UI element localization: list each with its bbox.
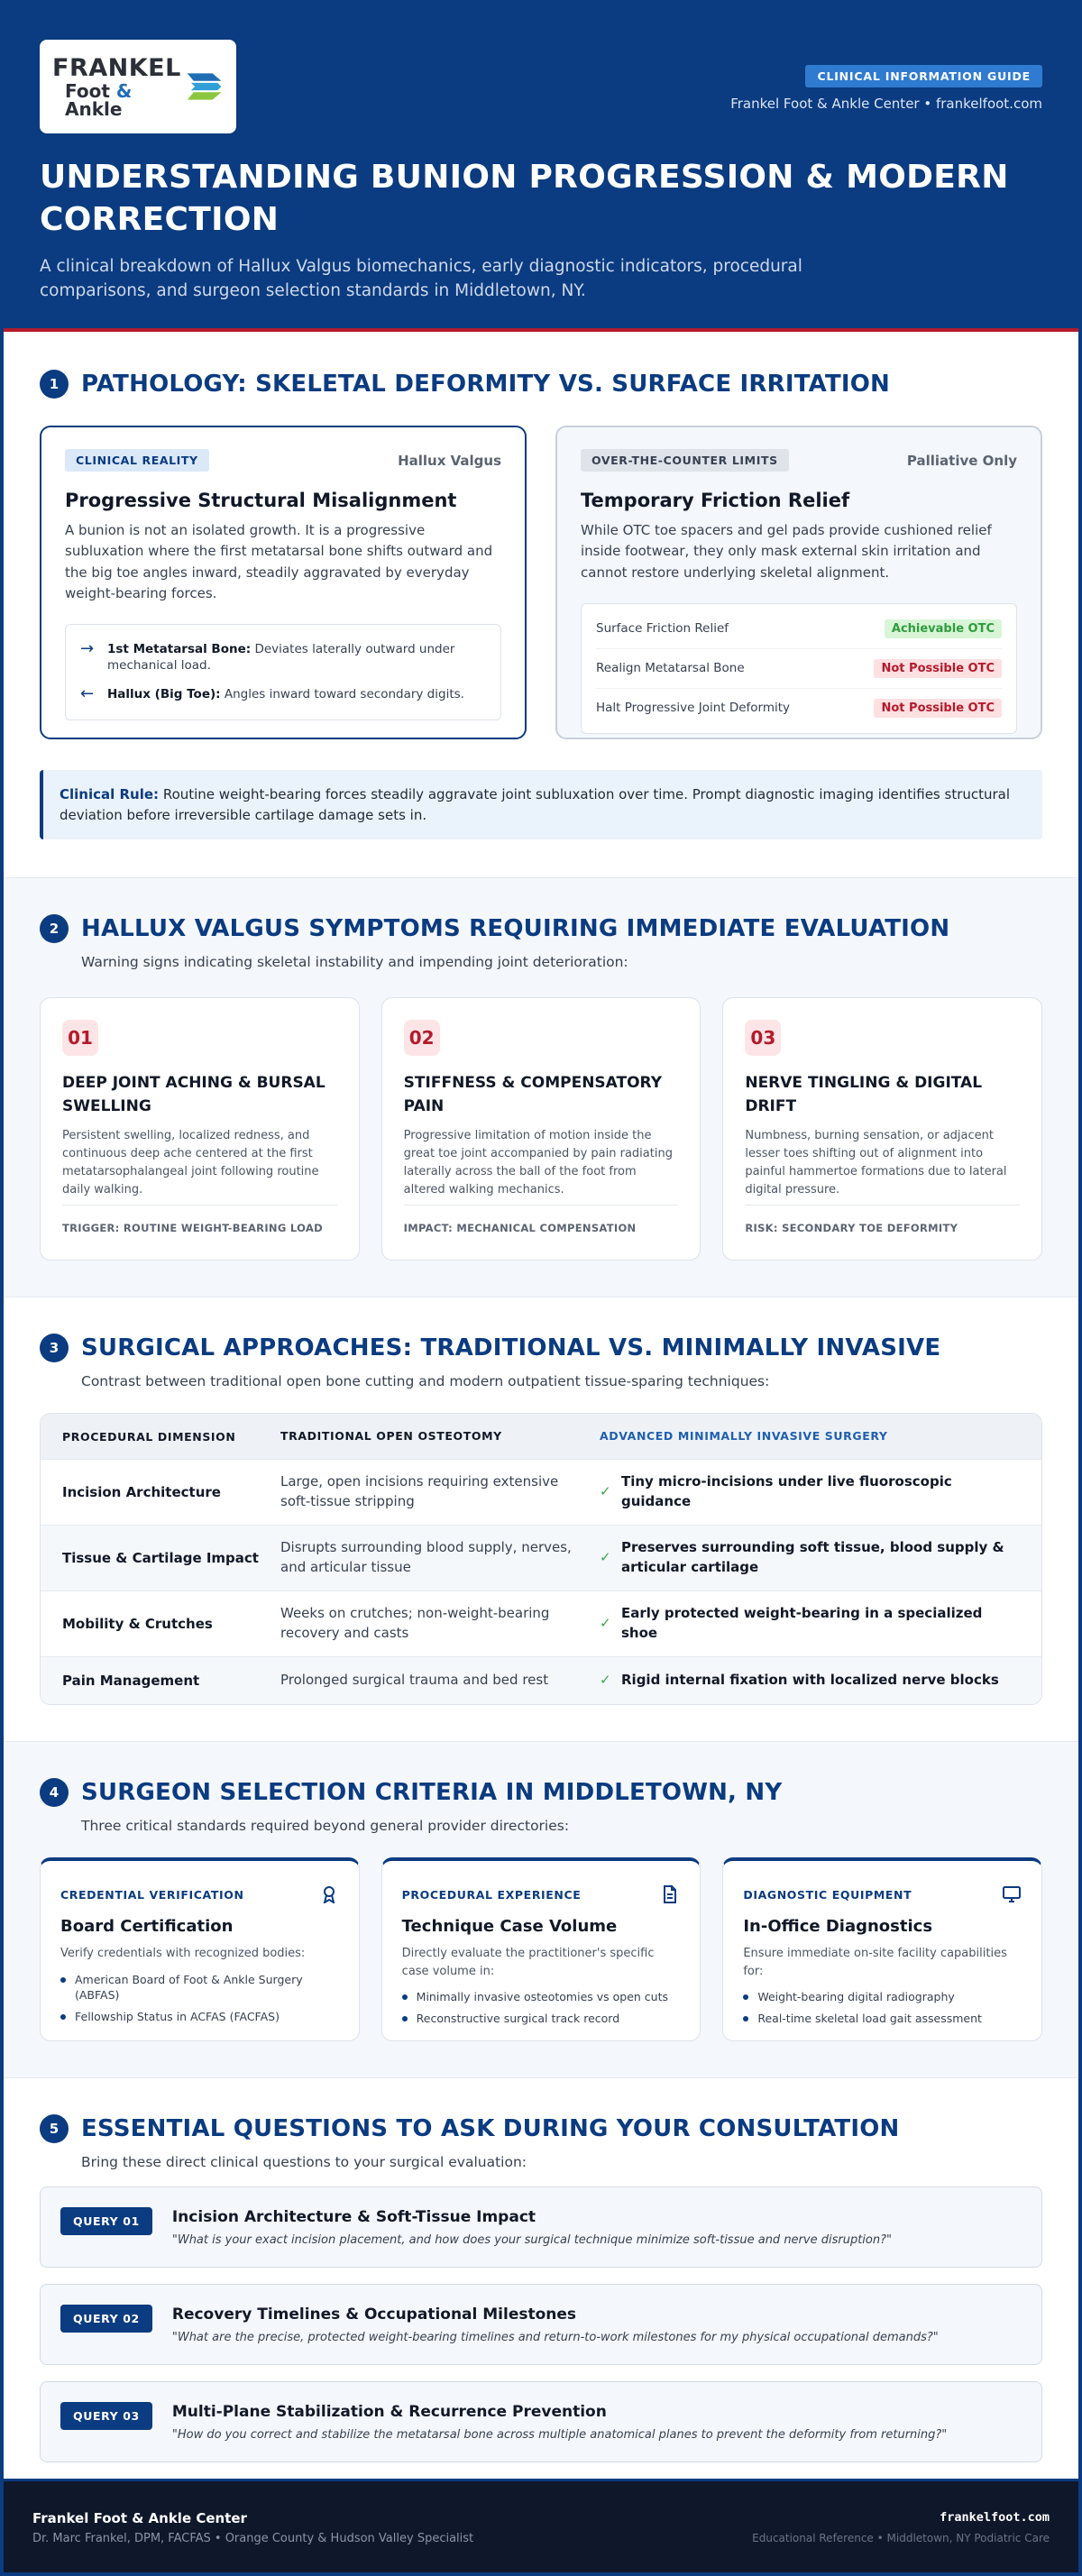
section-title: SURGEON SELECTION CRITERIA IN MIDDLETOWN, NY [81,1779,783,1806]
card-title: Temporary Friction Relief [581,490,850,511]
criteria-card [381,1857,701,2041]
section-symptoms [4,878,1078,1297]
logo-wordmark: FRANKEL [52,53,181,82]
column-header: ADVANCED MINIMALLY INVASIVE SURGERY [600,1428,888,1443]
symptom-card [40,997,360,1260]
clinical-reality-card [40,426,527,739]
criteria-card [722,1857,1042,2041]
criteria-tag: PROCEDURAL EXPERIENCE [401,1887,582,1902]
otc-status-box [581,603,1017,734]
hero-site-line: Frankel Foot & Ankle Center • frankelfoot.com [730,96,1042,112]
table-row: Mobility & Crutches Weeks on crutches; non-weight-bearing recovery and casts ✓ Early protected weight-bearing in a specialized shoe [41,1591,1041,1656]
logo-tagline: Foot & Ankle [65,79,133,120]
clinical-reality-tag: CLINICAL REALITY [65,449,209,472]
monitor-icon [1002,1884,1022,1904]
list-item: Weight-bearing digital radiography [743,1989,1022,2005]
card-meta: Hallux Valgus [398,452,501,469]
check-icon: ✓ [600,1672,611,1689]
check-icon: ✓ [600,1483,611,1500]
footer-reference: Educational Reference • Middletown, NY Podiatric Care [752,2532,1050,2544]
criteria-list [743,1989,1022,2026]
document-icon [660,1884,680,1904]
criteria-body: Directly evaluate the practitioner's specific case volume in: [401,1947,655,1978]
criteria-title: In-Office Diagnostics [743,1917,933,1936]
query-quote: "What is your exact incision placement, and how does your surgical technique minimize soft-tissue and nerve disruption?" [171,2233,892,2247]
query-card [40,2186,1042,2268]
rule-text: Routine weight-bearing forces steadily aggravate joint subluxation over time. Prompt diagnostic imaging identifies structural deviation before irreversible cartilage damage sets in. [60,786,1011,823]
query-card [40,2284,1042,2365]
symptom-body: Progressive limitation of motion inside the great toe joint accompanied by pain radiating laterally across the ball of the foot from altered walking mechanics. [403,1129,673,1197]
section-title: SURGICAL APPROACHES: TRADITIONAL VS. MINIMALLY INVASIVE [81,1334,941,1361]
symptom-number: 01 [62,1020,98,1056]
query-tag: QUERY 01 [60,2207,152,2235]
criteria-list [60,1972,339,2025]
criteria-list [402,1989,681,2026]
logo[interactable] [40,40,236,133]
query-tag: QUERY 02 [60,2305,152,2333]
criteria-card [40,1857,360,2041]
page-title: UNDERSTANDING BUNION PROGRESSION & MODERN CORRECTION [40,159,1009,238]
check-icon: ✓ [600,1615,611,1632]
status-badge: Not Possible OTC [874,659,1002,678]
arrow-right-icon: → [80,639,95,658]
query-tag: QUERY 03 [60,2402,152,2430]
otc-limits-card [555,426,1042,739]
symptom-number: 02 [404,1020,440,1056]
section-consultation-questions [4,2078,1078,2498]
check-icon: ✓ [600,1549,611,1566]
footer [4,2479,1078,2572]
award-icon [319,1884,339,1904]
arrow-left-icon: ← [80,684,95,704]
query-quote: "What are the precise, protected weight-bearing timelines and return-to-work milestones for my physical occupational demands?" [171,2331,939,2344]
section-number: 4 [40,1778,69,1807]
section-title: ESSENTIAL QUESTIONS TO ASK DURING YOUR CONSULTATION [81,2115,900,2142]
footer-practice-name: Frankel Foot & Ankle Center [32,2510,247,2526]
column-header: TRADITIONAL OPEN OSTEOTOMY [280,1428,502,1443]
query-title: Recovery Timelines & Occupational Milestones [171,2306,577,2324]
card-body: While OTC toe spacers and gel pads provide cushioned relief inside footwear, they only mask external skin irritation and cannot restore underlying skeletal alignment. [581,522,992,581]
anatomy-row: ← Hallux (Big Toe): Angles inward toward secondary digits. [80,684,464,704]
symptom-body: Persistent swelling, localized redness, and continuous deep ache centered at the first metatarsophalangeal joint following routine daily walking. [62,1129,319,1197]
footer-website-link[interactable]: frankelfoot.com [940,2510,1050,2525]
status-badge: Achievable OTC [885,619,1002,638]
symptom-footer: RISK: SECONDARY TOE DEFORMITY [745,1205,1020,1234]
section-subtitle: Three critical standards required beyond general provider directories: [81,1818,570,1834]
list-item: Real-time skeletal load gait assessment [743,2011,1022,2027]
card-title: Progressive Structural Misalignment [65,490,457,511]
list-item: Fellowship Status in ACFAS (FACFAS) [60,2009,339,2025]
logo-mark-icon [185,64,224,109]
card-body: A bunion is not an isolated growth. It is a progressive subluxation where the first metatarsal bone shifts outward and the big toe angles inward, steadily aggravated by everyday weight-bearing forces. [65,522,493,601]
otc-row: Surface Friction Relief Achievable OTC [596,610,1002,649]
criteria-title: Board Certification [60,1917,234,1936]
anatomy-box [65,624,501,720]
hero-header [4,0,1078,332]
anatomy-row: → 1st Metatarsal Bone: Deviates laterally outward under mechanical load. [80,639,455,674]
otc-row: Halt Progressive Joint Deformity Not Possible OTC [596,689,1002,728]
section-subtitle: Contrast between traditional open bone cutting and modern outpatient tissue-sparing techniques: [81,1373,770,1389]
list-item: American Board of Foot & Ankle Surgery (ABFAS) [60,1972,339,2003]
symptom-title: STIFFNESS & COMPENSATORY PAIN [403,1074,663,1115]
symptom-footer: TRIGGER: ROUTINE WEIGHT-BEARING LOAD [62,1205,337,1234]
section-subtitle: Bring these direct clinical questions to your surgical evaluation: [81,2154,527,2170]
column-header: PROCEDURAL DIMENSION [62,1429,236,1444]
symptom-body: Numbness, burning sensation, or adjacent lesser toes shifting out of alignment into painful hammertoe formations due to lateral digital pressure. [745,1129,1007,1197]
footer-doctor-line: Dr. Marc Frankel, DPM, FACFAS • Orange County & Hudson Valley Specialist [32,2532,474,2545]
clinical-rule-callout [40,770,1042,839]
table-row: Incision Architecture Large, open incisions requiring extensive soft-tissue stripping ✓ Tiny micro-incisions under live fluoroscopic guidance [41,1459,1041,1525]
query-quote: "How do you correct and stabilize the metatarsal bone across multiple anatomical planes to prevent the deformity from returning?" [171,2428,948,2442]
hero-meta [730,65,1042,112]
symptom-card [722,997,1042,1260]
query-title: Multi-Plane Stabilization & Recurrence Prevention [171,2403,607,2421]
query-card [40,2381,1042,2462]
table-header-row [41,1414,1041,1459]
criteria-body: Ensure immediate on-site facility capabilities for: [743,1947,1007,1978]
card-meta: Palliative Only [906,452,1017,469]
section-surgical-approaches [4,1297,1078,1742]
table-row: Pain Management Prolonged surgical trauma and bed rest ✓ Rigid internal fixation with localized nerve blocks [41,1656,1041,1704]
section-title: HALLUX VALGUS SYMPTOMS REQUIRING IMMEDIATE EVALUATION [81,915,950,942]
criteria-body: Verify credentials with recognized bodies: [60,1947,306,1960]
criteria-tag: CREDENTIAL VERIFICATION [60,1887,244,1902]
comparison-table [40,1413,1042,1705]
section-number: 3 [40,1334,69,1362]
list-item: Minimally invasive osteotomies vs open cuts [402,1989,681,2005]
symptom-footer: IMPACT: MECHANICAL COMPENSATION [404,1205,679,1234]
section-subtitle: Warning signs indicating skeletal instability and impending joint deterioration: [81,954,628,970]
section-number: 1 [40,370,69,399]
symptom-card [381,997,701,1260]
symptom-title: DEEP JOINT ACHING & BURSAL SWELLING [62,1074,326,1115]
section-number: 5 [40,2114,69,2143]
query-title: Incision Architecture & Soft-Tissue Impact [171,2208,536,2226]
status-badge: Not Possible OTC [874,699,1002,718]
symptom-title: NERVE TINGLING & DIGITAL DRIFT [745,1074,983,1115]
section-surgeon-criteria [4,1742,1078,2078]
list-item: Reconstructive surgical track record [402,2011,681,2027]
section-pathology [4,332,1078,878]
criteria-tag: DIAGNOSTIC EQUIPMENT [743,1887,912,1902]
section-title: PATHOLOGY: SKELETAL DEFORMITY VS. SURFACE IRRITATION [81,371,891,398]
otc-row: Realign Metatarsal Bone Not Possible OTC [596,649,1002,689]
table-row: Tissue & Cartilage Impact Disrupts surrounding blood supply, nerves, and articular tissue ✓ Preserves surrounding soft tissue, blood supply & articular cartilage [41,1525,1041,1591]
section-number: 2 [40,914,69,943]
guide-badge: CLINICAL INFORMATION GUIDE [805,65,1042,87]
page-subtitle: A clinical breakdown of Hallux Valgus biomechanics, early diagnostic indicators, procedural comparisons, and surgeon selection standards in Middletown, NY. [40,256,802,301]
symptom-number: 03 [745,1020,781,1056]
rule-label: Clinical Rule: [60,786,160,802]
criteria-title: Technique Case Volume [401,1917,618,1936]
otc-limits-tag: OVER-THE-COUNTER LIMITS [581,449,789,472]
